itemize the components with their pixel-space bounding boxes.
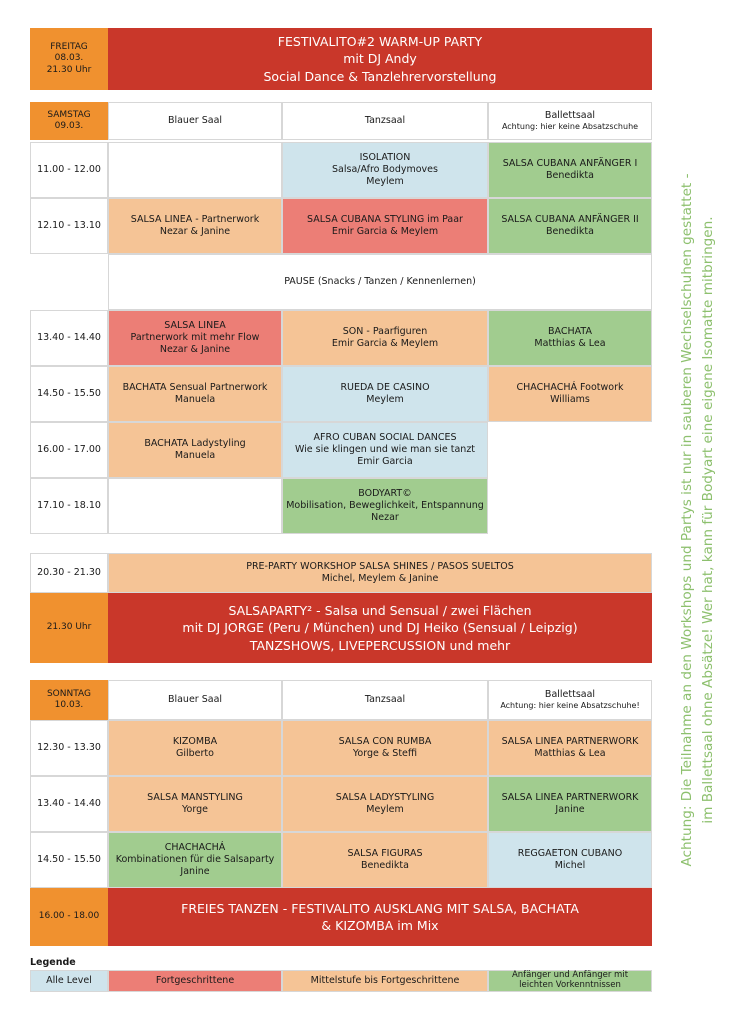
party-line: Social Dance & Tanzlehrervorstellung: [263, 68, 497, 84]
workshop-title: SALSA LINEA PARTNERWORK: [501, 792, 639, 804]
sunday-day-cell: [30, 680, 108, 720]
workshop-teacher: Meylem: [366, 175, 404, 187]
time-label: 14.50 - 15.50: [37, 854, 101, 866]
workshop-title: KIZOMBA: [172, 736, 218, 748]
workshop-title: ISOLATION: [359, 152, 411, 164]
workshop-detail: Mobilisation, Beweglichkeit, Entspannung: [286, 500, 484, 512]
room-header-tanzsaal: [282, 102, 488, 140]
legend-advanced: [108, 970, 282, 992]
empty-cell: [108, 478, 282, 534]
workshop-teacher: Nezar: [371, 511, 399, 523]
saturday-party-cell: [108, 593, 652, 663]
saturday-day-cell: [30, 102, 108, 140]
party-line: TANZSHOWS, LIVEPERCUSSION und mehr: [249, 637, 511, 653]
workshop-teacher: Benedikta: [546, 226, 594, 237]
workshop-cell: [282, 310, 488, 366]
time-label: 13.40 - 14.40: [37, 332, 101, 344]
workshop-cell: [282, 142, 488, 198]
time-cell: [30, 478, 108, 534]
room-name: Ballettsaal: [544, 110, 596, 122]
legend-label: Mittelstufe bis Fortgeschrittene: [310, 975, 460, 987]
workshop-teacher: Meylem: [366, 394, 404, 405]
workshop-title: SALSA CON RUMBA: [338, 736, 432, 748]
workshop-cell: [108, 720, 282, 776]
time-cell: [30, 366, 108, 422]
side-note-line: im Ballettsaal ohne Absätze! Wer hat, kann für Bodyart eine eigene Isomatte mitbringen.: [700, 216, 716, 824]
time-cell: [30, 832, 108, 888]
final-time-cell: [30, 888, 108, 946]
workshop-cell: [282, 422, 488, 478]
time-label: 11.00 - 12.00: [37, 164, 101, 176]
workshop-title: BACHATA: [548, 326, 592, 338]
time-label: 21.30 Uhr: [46, 622, 92, 633]
pause-label: PAUSE (Snacks / Tanzen / Kennenlernen): [284, 276, 476, 288]
workshop-title: SALSA FIGURAS: [347, 848, 423, 860]
party-line: FREIES TANZEN - FESTIVALITO AUSKLANG MIT SALSA, BACHATA: [181, 900, 579, 916]
time-label: 17.10 - 18.10: [37, 500, 101, 512]
room-header-ballett: [488, 680, 652, 720]
room-name: Tanzsaal: [364, 694, 406, 706]
workshop-title: BODYART©: [358, 488, 412, 500]
room-header-blauer: [108, 102, 282, 140]
preparty-cell: [108, 553, 652, 593]
workshop-teacher: Gilberto: [176, 748, 214, 759]
legend-label: Anfänger und Anfänger mit leichten Vorkenntnissen: [511, 970, 629, 990]
time-cell: [30, 310, 108, 366]
time-label: 16.00 - 17.00: [37, 444, 101, 456]
room-header-ballett: [488, 102, 652, 140]
workshop-teacher: Yorge & Steffi: [352, 748, 418, 759]
workshop-teacher: Manuela: [174, 450, 216, 461]
time-cell: [30, 553, 108, 593]
party-line: & KIZOMBA im Mix: [321, 918, 439, 933]
workshop-cell: [282, 478, 488, 534]
workshop-teacher: Matthias & Lea: [534, 338, 606, 349]
time-label: 20.30 - 21.30: [37, 567, 101, 579]
time-cell: [30, 776, 108, 832]
party-line: mit DJ JORGE (Peru / München) und DJ Heiko (Sensual / Leipzig): [182, 620, 578, 636]
workshop-title: SALSA CUBANA ANFÄNGER I: [502, 158, 638, 170]
time-cell: [30, 142, 108, 198]
legend-intermediate: [282, 970, 488, 992]
time-label: 16.00 - 18.00: [38, 911, 100, 922]
workshop-cell: [488, 832, 652, 888]
workshop-cell: [108, 310, 282, 366]
workshop-teacher: Benedikta: [361, 860, 409, 871]
side-note: [676, 110, 720, 930]
workshop-cell: [488, 198, 652, 254]
workshop-teacher: Matthias & Lea: [534, 748, 606, 759]
room-name: Blauer Saal: [167, 694, 223, 706]
workshop-title: CHACHACHÁ Footwork: [516, 382, 624, 394]
party-line: FESTIVALITO#2 WARM-UP PARTY: [277, 33, 483, 49]
workshop-title: CHACHACHÁ: [164, 842, 226, 854]
workshop-teacher: Nezar & Janine: [159, 226, 231, 237]
workshop-cell: [282, 832, 488, 888]
workshop-cell: [108, 366, 282, 422]
time-cell: [30, 422, 108, 478]
friday-party-cell: [108, 28, 652, 90]
room-name: Ballettsaal: [544, 689, 596, 701]
workshop-teacher: Michel, Meylem & Janine: [321, 573, 439, 584]
workshop-title: SALSA LINEA - Partnerwork: [130, 214, 260, 226]
workshop-cell: [282, 720, 488, 776]
room-note: Achtung: hier keine Absatzschuhe: [501, 121, 639, 131]
legend-all-levels: [30, 970, 108, 992]
workshop-title: PRE-PARTY WORKSHOP SALSA SHINES / PASOS SUELTOS: [246, 561, 514, 573]
workshop-teacher: Emir Garcia & Meylem: [331, 226, 439, 237]
workshop-cell: [282, 198, 488, 254]
workshop-title: AFRO CUBAN SOCIAL DANCES: [313, 432, 457, 444]
workshop-title: SALSA LADYSTYLING: [335, 792, 435, 804]
workshop-detail: Salsa/Afro Bodymoves: [332, 164, 438, 176]
workshop-detail: Kombinationen für die Salsaparty: [115, 854, 275, 866]
time-label: 12.10 - 13.10: [37, 220, 101, 232]
workshop-teacher: Nezar & Janine: [159, 343, 231, 355]
legend-label: Alle Level: [46, 975, 92, 987]
workshop-title: SALSA CUBANA ANFÄNGER II: [501, 214, 639, 226]
time-label: 12.30 - 13.30: [37, 742, 101, 754]
workshop-title: SALSA LINEA PARTNERWORK: [501, 736, 639, 748]
empty-cell: [108, 142, 282, 198]
day-time: 21.30 Uhr: [46, 64, 92, 75]
party-time-cell: [30, 593, 108, 663]
workshop-title: RUEDA DE CASINO: [340, 382, 430, 394]
day-date: 10.03.: [54, 700, 84, 710]
workshop-cell: [108, 776, 282, 832]
workshop-cell: [488, 720, 652, 776]
workshop-title: SON - Paarfiguren: [342, 326, 428, 338]
time-cell: [30, 198, 108, 254]
room-name: Blauer Saal: [167, 115, 223, 127]
workshop-cell: [108, 422, 282, 478]
day-name: SONNTAG: [46, 688, 92, 699]
workshop-teacher: Michel: [554, 860, 586, 871]
workshop-teacher: Janine: [180, 865, 210, 877]
workshop-cell: [108, 198, 282, 254]
workshop-cell: [488, 310, 652, 366]
workshop-cell: [282, 776, 488, 832]
workshop-cell: [282, 366, 488, 422]
workshop-detail: Partnerwork mit mehr Flow: [130, 332, 260, 344]
side-note-line: Achtung: Die Teilnahme an den Workshops und Partys ist nur in sauberen Wechselschuhen gestattet -: [678, 173, 695, 867]
workshop-title: BACHATA Ladystyling: [144, 438, 246, 450]
workshop-detail: Wie sie klingen und wie man sie tanzt: [294, 444, 476, 456]
workshop-teacher: Benedikta: [546, 170, 594, 181]
workshop-title: BACHATA Sensual Partnerwork: [122, 382, 268, 394]
day-date: 08.03.: [54, 53, 84, 64]
day-date: 09.03.: [54, 121, 84, 131]
legend-title: Legende: [30, 957, 76, 968]
final-party-cell: [108, 888, 652, 946]
legend-label: Fortgeschrittene: [155, 975, 235, 987]
workshop-cell: [488, 776, 652, 832]
time-label: 13.40 - 14.40: [37, 798, 101, 810]
workshop-cell: [108, 832, 282, 888]
room-note: Achtung: hier keine Absatzschuhe!: [500, 700, 640, 710]
workshop-teacher: Janine: [555, 804, 585, 815]
workshop-cell: [488, 142, 652, 198]
friday-day-cell: [30, 28, 108, 90]
side-note-text: [677, 110, 719, 930]
workshop-teacher: Emir Garcia & Meylem: [331, 338, 439, 349]
legend-beginner: [488, 970, 652, 992]
time-label: 14.50 - 15.50: [37, 388, 101, 400]
workshop-teacher: Meylem: [366, 804, 404, 815]
workshop-teacher: Emir Garcia: [357, 455, 413, 467]
workshop-title: REGGAETON CUBANO: [517, 848, 623, 860]
workshop-teacher: Manuela: [174, 394, 216, 405]
room-header-blauer: [108, 680, 282, 720]
workshop-teacher: Yorge: [182, 804, 208, 815]
party-line: SALSAPARTY² - Salsa und Sensual / zwei Flächen: [228, 602, 532, 618]
day-name: SAMSTAG: [47, 109, 91, 120]
room-name: Tanzsaal: [364, 115, 406, 127]
workshop-title: SALSA MANSTYLING: [147, 792, 243, 804]
workshop-title: SALSA LINEA: [164, 320, 226, 332]
workshop-teacher: Williams: [550, 394, 590, 405]
party-line: mit DJ Andy: [343, 51, 417, 67]
room-header-tanzsaal: [282, 680, 488, 720]
day-name: FREITAG: [50, 42, 88, 53]
workshop-cell: [488, 366, 652, 422]
workshop-title: SALSA CUBANA STYLING im Paar: [307, 214, 463, 226]
time-cell: [30, 720, 108, 776]
pause-row: [108, 254, 652, 310]
